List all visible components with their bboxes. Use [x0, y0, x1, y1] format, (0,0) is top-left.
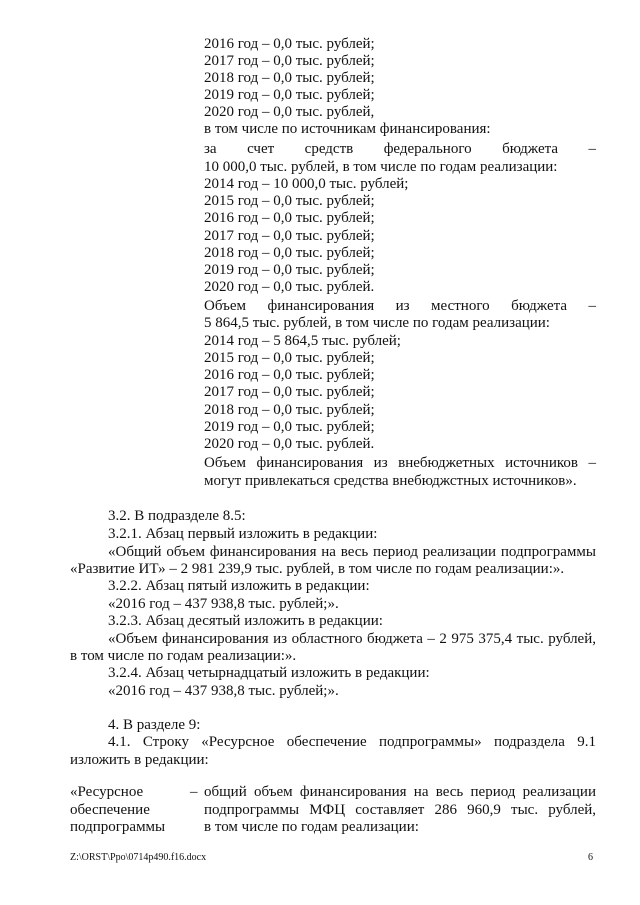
year-line: 2016 год – 0,0 тыс. рублей; — [204, 36, 375, 52]
year-line: 2018 год – 0,0 тыс. рублей; — [204, 70, 375, 86]
item-3-2-1: 3.2.1. Абзац первый изложить в редакции: — [108, 526, 378, 542]
year-line: 2014 год – 5 864,5 тыс. рублей; — [204, 333, 401, 349]
year-line: 2018 год – 0,0 тыс. рублей; — [204, 245, 375, 261]
quote-3-2-3-line2: в том числе по годам реализации:». — [70, 648, 297, 664]
year-line: 2014 год – 10 000,0 тыс. рублей; — [204, 176, 409, 192]
item-3-2-3: 3.2.3. Абзац десятый изложить в редакции: — [108, 613, 383, 629]
sources-line: в том числе по источникам финансирования: — [204, 121, 491, 137]
local-total-line: 5 864,5 тыс. рублей, в том числе по годам реализации: — [204, 315, 550, 331]
table-label-line: «Ресурсное — [70, 784, 144, 800]
year-line: 2017 год – 0,0 тыс. рублей; — [204, 384, 375, 400]
table-value-line: в том числе по годам реализации: — [204, 819, 419, 835]
year-line: 2020 год – 0,0 тыс. рублей, — [204, 104, 375, 120]
page-number: 6 — [588, 852, 593, 863]
offbudget-line: могут привлекаться средства внебюджстных источников». — [204, 473, 577, 489]
table-label-line: подпрограммы — [70, 819, 166, 835]
year-line: 2016 год – 0,0 тыс. рублей; — [204, 367, 375, 383]
table-value-line: общий объем финансирования на весь период реализации — [204, 784, 596, 800]
item-3-2-4: 3.2.4. Абзац четырнадцатый изложить в редакции: — [108, 665, 430, 681]
year-line: 2019 год – 0,0 тыс. рублей; — [204, 87, 375, 103]
quote-3-2-2: «2016 год – 437 938,8 тыс. рублей;». — [108, 596, 339, 612]
federal-total-line: 10 000,0 тыс. рублей, в том числе по годам реализации: — [204, 159, 558, 175]
quote-3-2-4: «2016 год – 437 938,8 тыс. рублей;». — [108, 683, 339, 699]
local-heading: Объем финансирования из местного бюджета – — [204, 298, 596, 314]
quote-3-2-1-line2: «Развитие ИТ» – 2 981 239,9 тыс. рублей, в том числе по годам реализации:». — [70, 561, 565, 577]
year-line: 2019 год – 0,0 тыс. рублей; — [204, 262, 375, 278]
item-4-1-line2: изложить в редакции: — [70, 752, 209, 768]
year-line: 2018 год – 0,0 тыс. рублей; — [204, 402, 375, 418]
year-line: 2020 год – 0,0 тыс. рублей. — [204, 436, 375, 452]
section-3-2: 3.2. В подразделе 8.5: — [108, 508, 246, 524]
item-4-1-line1: 4.1. Строку «Ресурсное обеспечение подпрограммы» подраздела 9.1 — [108, 734, 596, 750]
table-value-line: подпрограммы МФЦ составляет 286 960,9 тыс. рублей, — [204, 802, 596, 818]
year-line: 2015 год – 0,0 тыс. рублей; — [204, 350, 375, 366]
offbudget-heading: Объем финансирования из внебюджетных источников – — [204, 455, 596, 471]
year-line: 2015 год – 0,0 тыс. рублей; — [204, 193, 375, 209]
quote-3-2-1-line1: «Общий объем финансирования на весь период реализации подпрограммы — [108, 544, 596, 560]
footer-file-path: Z:\ORST\Ppo\0714p490.f16.docx — [70, 852, 207, 863]
table-dash: – — [190, 784, 198, 800]
federal-heading: за счет средств федерального бюджета – — [204, 141, 596, 157]
table-label-line: обеспечение — [70, 802, 150, 818]
section-4: 4. В разделе 9: — [108, 717, 201, 733]
year-line: 2020 год – 0,0 тыс. рублей. — [204, 279, 375, 295]
year-line: 2019 год – 0,0 тыс. рублей; — [204, 419, 375, 435]
quote-3-2-3-line1: «Объем финансирования из областного бюджета – 2 975 375,4 тыс. рублей, — [108, 631, 596, 647]
item-3-2-2: 3.2.2. Абзац пятый изложить в редакции: — [108, 578, 370, 594]
year-line: 2017 год – 0,0 тыс. рублей; — [204, 53, 375, 69]
year-line: 2016 год – 0,0 тыс. рублей; — [204, 210, 375, 226]
year-line: 2017 год – 0,0 тыс. рублей; — [204, 228, 375, 244]
